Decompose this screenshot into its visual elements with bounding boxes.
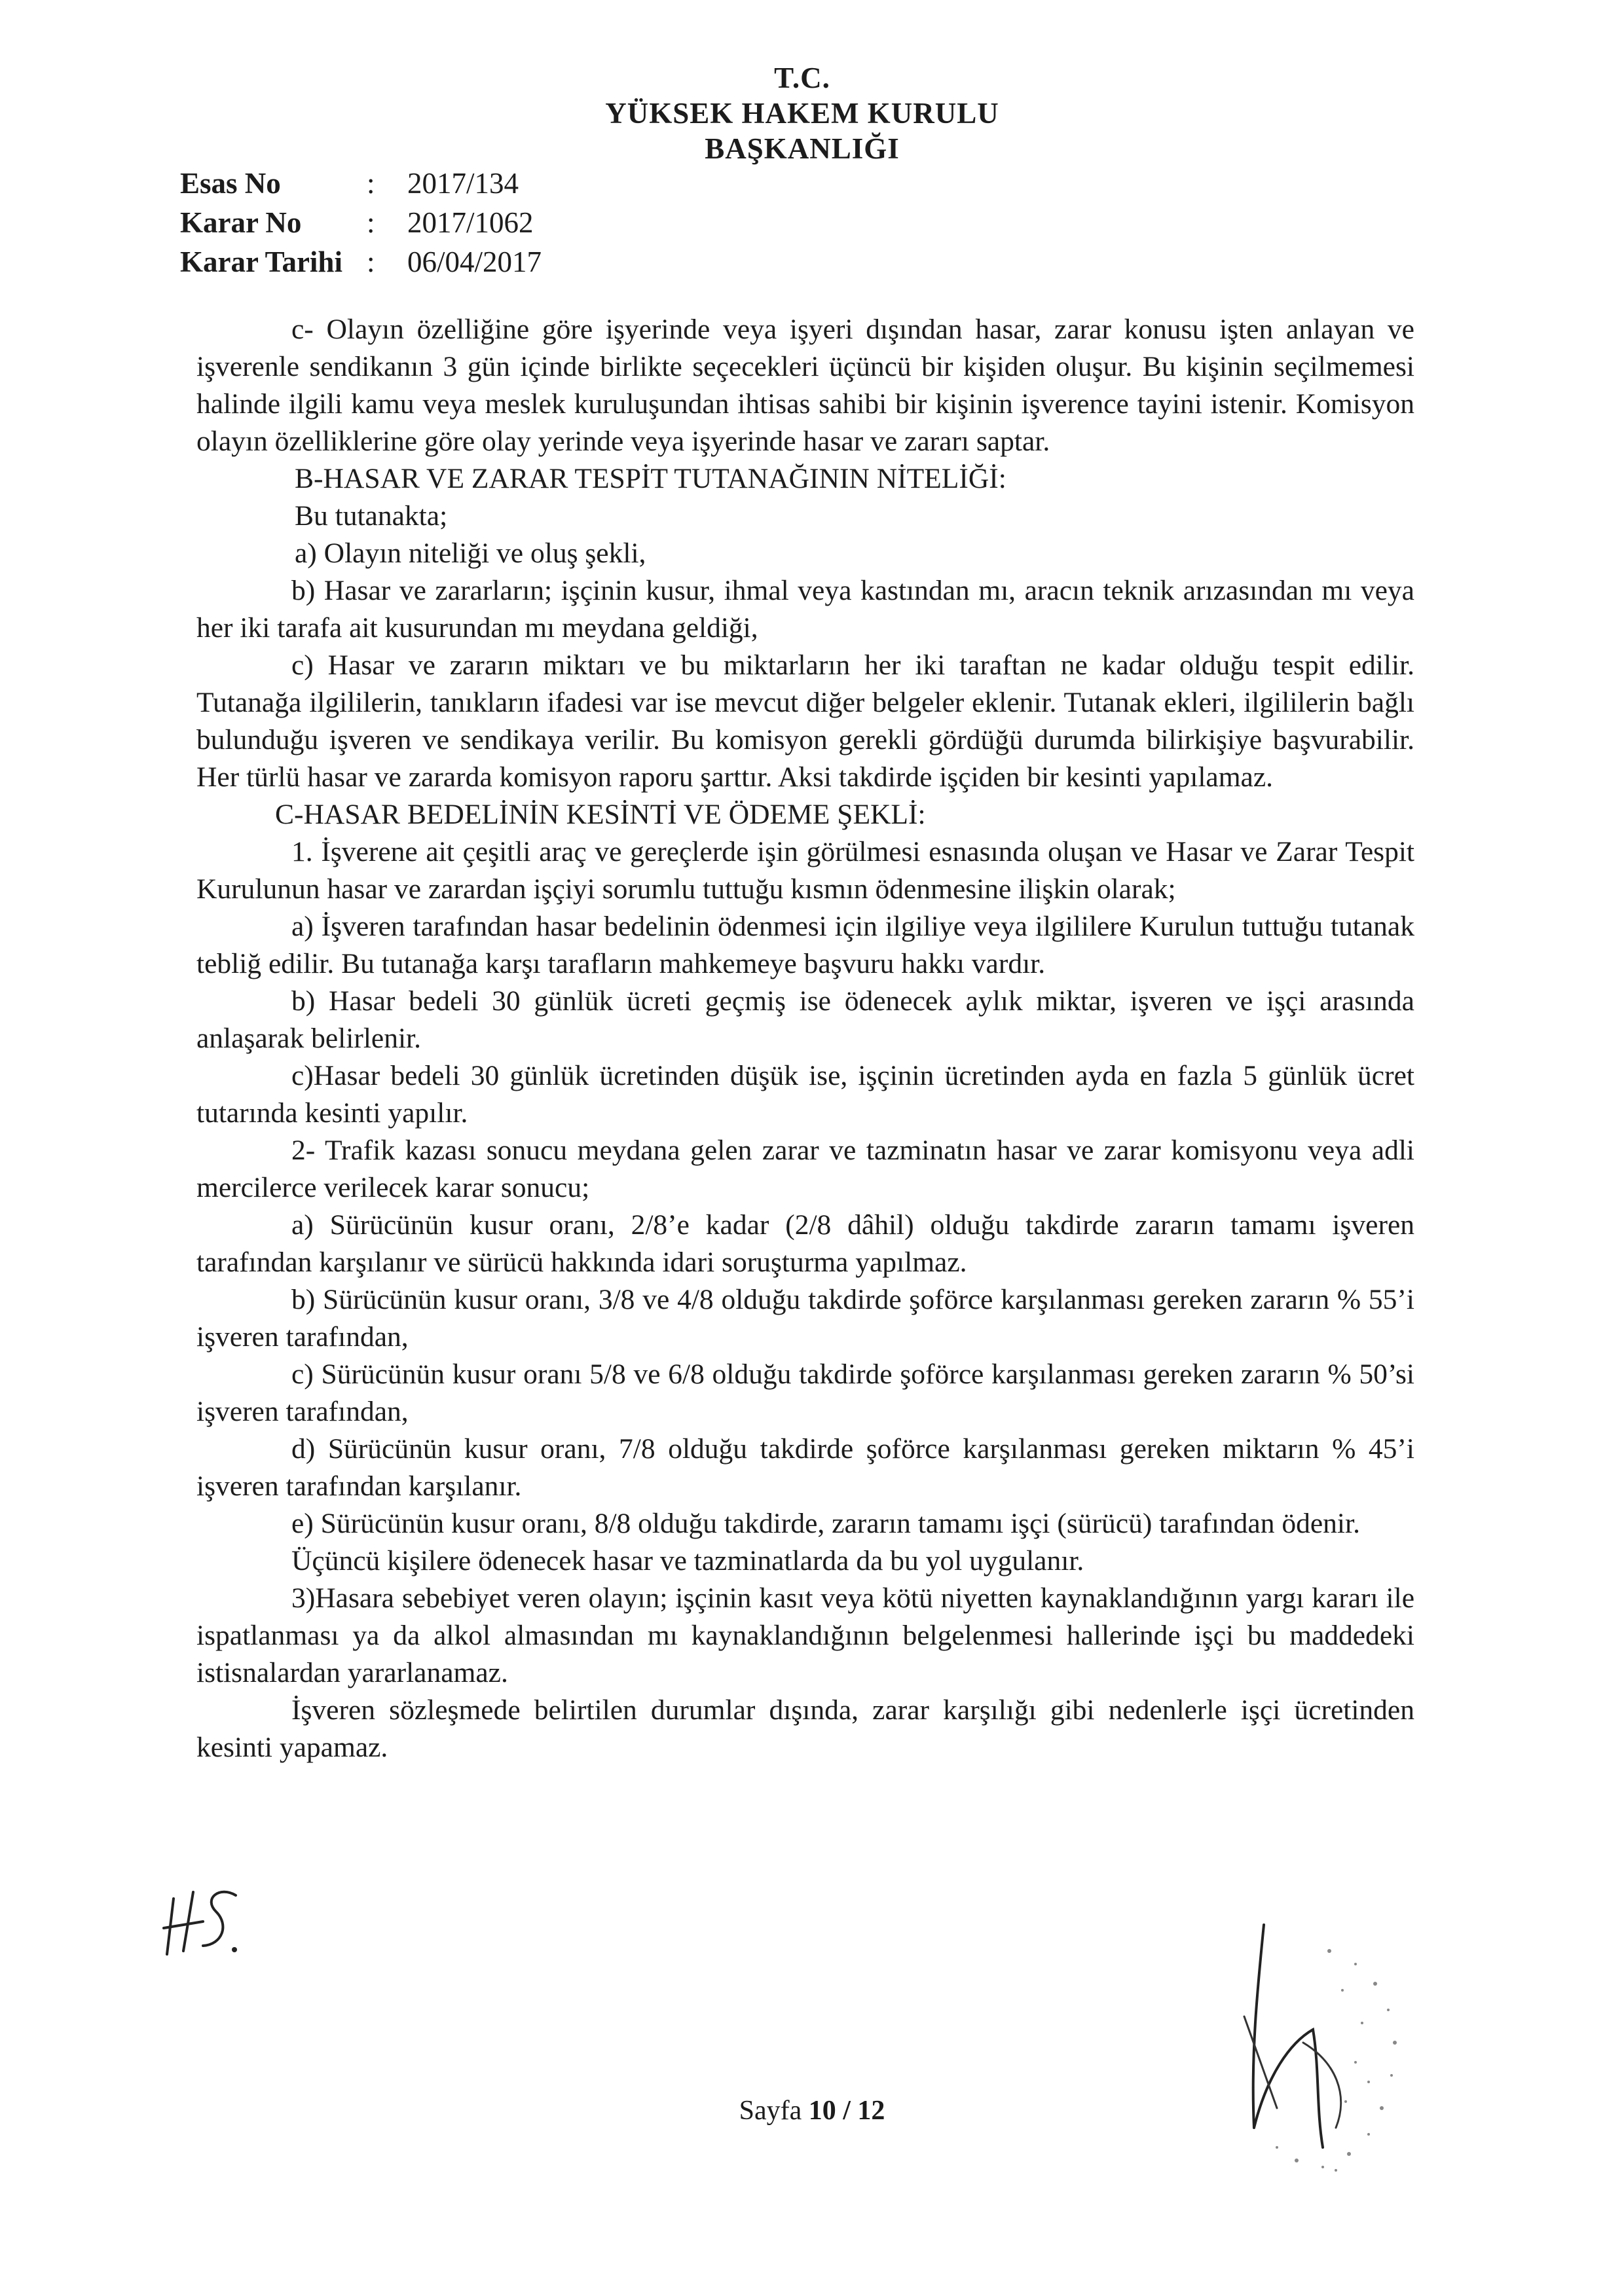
initials-handwritten — [157, 1872, 249, 1964]
current-page: 10 — [808, 2096, 836, 2126]
meta-colon: : — [367, 206, 375, 239]
paragraph-item-2c: c) Sürücünün kusur oranı 5/8 ve 6/8 olduğu takdirde şoförce karşılanması gereken zararın % 50’si işveren tarafından, — [196, 1358, 1414, 1427]
header-court-name: YÜKSEK HAKEM KURULU — [605, 97, 999, 130]
meta-value: 2017/134 — [407, 167, 519, 200]
meta-label: Karar Tarihi — [180, 246, 342, 278]
header-tc: T.C. — [774, 62, 830, 94]
list-item-a: a) Olayın niteliği ve oluş şekli, — [295, 538, 646, 569]
institution-header — [589, 60, 1015, 166]
meta-label: Esas No — [180, 167, 281, 200]
paragraph-item-2e: e) Sürücünün kusur oranı, 8/8 olduğu takdirde, zararın tamamı işçi (sürücü) tarafından ödenir. — [291, 1508, 1360, 1539]
meta-row-esas — [180, 164, 542, 203]
paragraph-item-1b: b) Hasar bedeli 30 günlük ücreti geçmiş ise ödenecek aylık miktar, işveren ve işçi arasında anlaşarak belirlenir. — [196, 985, 1414, 1054]
paragraph-intro: Bu tutanakta; — [295, 500, 448, 532]
section-heading-b: B-HASAR VE ZARAR TESPİT TUTANAĞININ NİTELİĞİ: — [295, 463, 1006, 494]
signature-scribble — [1205, 1912, 1414, 2187]
meta-value: 2017/1062 — [407, 206, 534, 239]
total-pages: 12 — [857, 2096, 885, 2126]
paragraph-item-1c: c)Hasar bedeli 30 günlük ücretinden düşük ise, işçinin ücretinden ayda en fazla 5 günlük ücret tutarında kesinti yapılır. — [196, 1060, 1414, 1129]
paragraph-item-2b: b) Sürücünün kusur oranı, 3/8 ve 4/8 olduğu takdirde şoförce karşılanması gereken zararın % 55’i işveren tarafından, — [196, 1284, 1414, 1353]
page-separator: / — [836, 2096, 858, 2126]
meta-value: 06/04/2017 — [407, 246, 542, 278]
page-number — [0, 2095, 1624, 2126]
paragraph-item-2d: d) Sürücünün kusur oranı, 7/8 olduğu takdirde şoförce karşılanması gereken miktarın % 45’i işveren tarafından karşılanır. — [196, 1433, 1414, 1502]
list-item-b: b) Hasar ve zararların; işçinin kusur, ihmal veya kastından mı, aracın teknik arızasından mı veya her iki tarafa ait kusurundan mı meydana geldiği, — [196, 575, 1414, 644]
meta-colon: : — [367, 246, 375, 278]
meta-row-tarih — [180, 242, 542, 282]
list-item-c: c) Hasar ve zararın miktarı ve bu miktarların her iki taraftan ne kadar olduğu tespit edilir. Tutanağa ilgililerin, tanıkların ifadesi var ise mevcut diğer belgeler eklenir. Tutanak ekleri, ilgililerin bağlı bulunduğu işveren ve sendikaya verilir. Bu komisyon gerekli gördüğü durumda bilirkişiye başvurabilir. Her türlü hasar ve zararda komisyon raporu şarttır. Aksi takdirde işçiden bir kesinti yapılamaz. — [196, 649, 1414, 793]
header-presidency: BAŞKANLIĞI — [705, 132, 900, 165]
meta-row-karar — [180, 203, 542, 242]
paragraph-item-2a: a) Sürücünün kusur oranı, 2/8’e kadar (2/8 dâhil) olduğu takdirde zararın tamamı işveren tarafından karşılanır ve sürücü hakkında idari soruşturma yapılmaz. — [196, 1209, 1414, 1278]
section-heading-c: C-HASAR BEDELİNİN KESİNTİ VE ÖDEME ŞEKLİ: — [275, 799, 926, 830]
meta-colon: : — [367, 167, 375, 200]
paragraph-item-3: 3)Hasara sebebiyet veren olayın; işçinin kasıt veya kötü niyetten kaynaklandığının yargı kararı ile ispatlanması ya da alkol almasından mı kaynaklandığının belgelenmesi hallerinde işçi bu maddedeki istisnalardan yararlanamaz. — [196, 1582, 1414, 1688]
paragraph-final: İşveren sözleşmede belirtilen durumlar dışında, zarar karşılığı gibi nedenlerle işçi ücretinden kesinti yapamaz. — [196, 1694, 1414, 1763]
case-metadata — [180, 164, 542, 282]
meta-label: Karar No — [180, 206, 302, 239]
document-body — [196, 311, 1414, 1766]
paragraph-c-commission: c- Olayın özelliğine göre işyerinde veya işyeri dışından hasar, zarar konusu işten anlayan ve işverenle sendikanın 3 gün içinde birlikte seçecekleri üçüncü bir kişiden oluşur. Bu kişinin seçilmemesi halinde ilgili kamu veya meslek kuruluşundan ihtisas sahibi bir kişinin işverence tayini istenir. Komisyon olayın özelliklerine göre olay yerinde veya işyerinde hasar ve zararı saptar. — [196, 314, 1414, 457]
paragraph-item-2: 2- Trafik kazası sonucu meydana gelen zarar ve tazminatın hasar ve zarar komisyonu veya adli mercilerce verilecek karar sonucu; — [196, 1135, 1414, 1203]
paragraph-item-1a: a) İşveren tarafından hasar bedelinin ödenmesi için ilgiliye veya ilgililere Kurulun tuttuğu tutanak tebliğ edilir. Bu tutanağa karşı tarafların mahkemeye başvuru hakkı vardır. — [196, 911, 1414, 979]
page-label: Sayfa — [739, 2096, 809, 2126]
paragraph-item-1: 1. İşverene ait çeşitli araç ve gereçlerde işin görülmesi esnasında oluşan ve Hasar ve Zarar Tespit Kurulunun hasar ve zarardan işçiyi sorumlu tuttuğu kısmın ödenmesine ilişkin olarak; — [196, 836, 1414, 905]
paragraph-third-parties: Üçüncü kişilere ödenecek hasar ve tazminatlarda da bu yol uygulanır. — [291, 1545, 1084, 1576]
